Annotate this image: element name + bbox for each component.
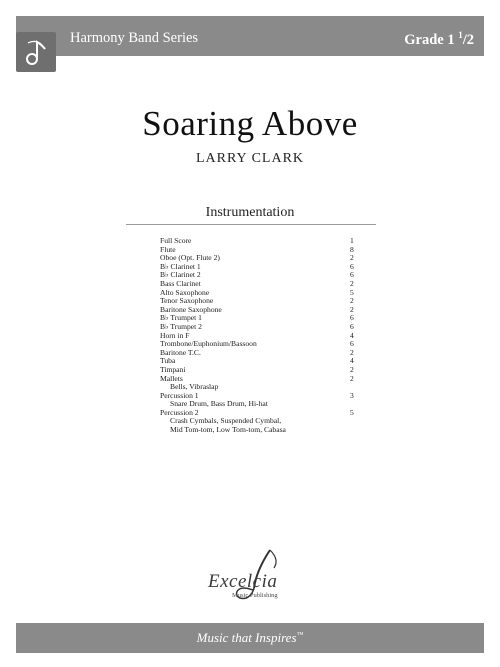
list-item: Trombone/Euphonium/Bassoon 6 — [160, 339, 354, 349]
music-note-icon — [22, 37, 50, 67]
list-item: B♭ Trumpet 1 6 — [160, 313, 354, 323]
publisher-name: Excelcia — [208, 571, 278, 592]
list-item: Baritone T.C. 2 — [160, 347, 354, 357]
list-item: B♭ Trumpet 2 6 — [160, 321, 354, 331]
instrumentation-list — [160, 237, 360, 435]
composer-name: LARRY CLARK — [195, 151, 305, 166]
series-logo — [16, 32, 56, 72]
list-item: Oboe (Opt. Flute 2) 2 — [160, 253, 354, 263]
list-item: Baritone Saxophone 2 — [160, 304, 354, 314]
list-item: B♭ Clarinet 2 6 — [160, 270, 354, 280]
series-name: Harmony Band Series — [70, 30, 199, 46]
mallets-detail: Bells, Vibraslap — [170, 382, 219, 392]
list-item: Tenor Saxophone 2 — [160, 296, 354, 306]
publisher-subtitle: Music Publishing — [232, 592, 278, 599]
list-item: Tuba 4 — [160, 356, 354, 366]
list-item: Bass Clarinet 2 — [160, 278, 354, 288]
list-item: Alto Saxophone 5 — [160, 287, 354, 297]
list-item: Percussion 1 3 — [160, 390, 354, 400]
list-item: B♭ Clarinet 1 6 — [160, 261, 354, 271]
list-item: Percussion 2 5 — [160, 407, 354, 417]
piece-title: Soaring Above — [142, 104, 358, 143]
list-item: Full Score 1 — [160, 236, 354, 245]
list-item: Mallets 2 — [160, 373, 354, 383]
publisher-tagline: Music that Inspires™ — [196, 630, 304, 645]
percussion2-detail-line2: Mid Tom-tom, Low Tom-tom, Cabasa — [170, 425, 286, 435]
list-item: Flute 8 — [160, 244, 354, 254]
list-item: Timpani 2 — [160, 364, 354, 374]
percussion1-detail: Snare Drum, Bass Drum, Hi-hat — [170, 399, 268, 409]
percussion2-detail-line1: Crash Cymbals, Suspended Cymbal, — [170, 416, 282, 426]
heading-divider — [126, 224, 376, 225]
grade-level: Grade 1 $^1$/2 — [404, 30, 474, 48]
list-item: Horn in F 4 — [160, 330, 354, 340]
instrumentation-heading: Instrumentation — [205, 205, 295, 220]
